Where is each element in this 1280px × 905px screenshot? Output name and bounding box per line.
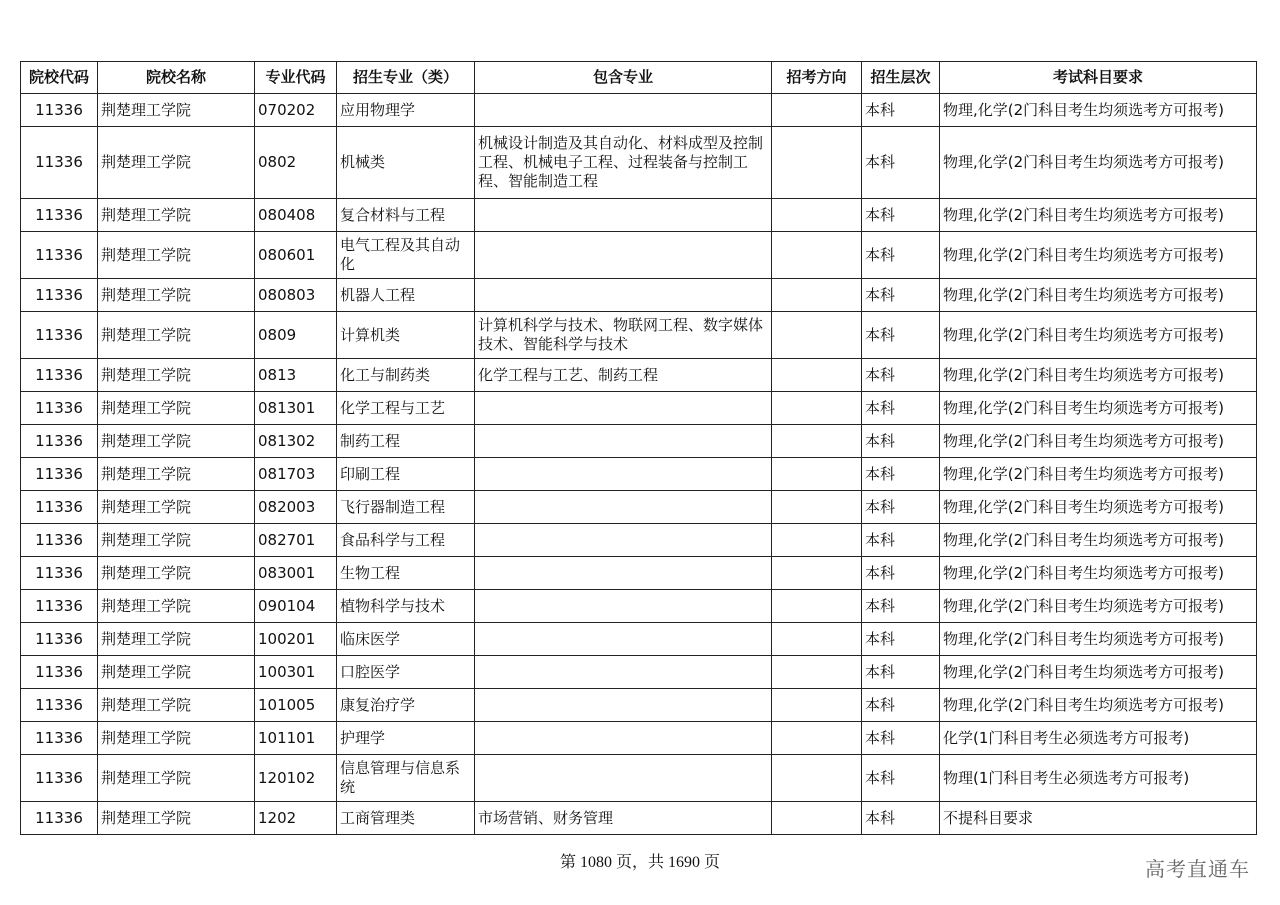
- cell-subject-requirement: 物理,化学(2门科目考生均须选考方可报考): [940, 689, 1257, 722]
- cell-school-code: 11336: [21, 232, 98, 279]
- cell-major-code: 090104: [255, 590, 337, 623]
- table-row: [21, 279, 1257, 312]
- cell-major-name: 机械类: [337, 127, 475, 199]
- header-school-code: 院校代码: [21, 62, 98, 94]
- header-major-name: 招生专业（类）: [337, 62, 475, 94]
- cell-level: 本科: [862, 491, 940, 524]
- cell-subject-requirement: 物理,化学(2门科目考生均须选考方可报考): [940, 656, 1257, 689]
- cell-school-name: 荆楚理工学院: [98, 312, 255, 359]
- cell-level: 本科: [862, 232, 940, 279]
- table-row: [21, 458, 1257, 491]
- cell-direction: [772, 491, 862, 524]
- cell-major-code: 082701: [255, 524, 337, 557]
- cell-school-code: 11336: [21, 623, 98, 656]
- cell-level: 本科: [862, 557, 940, 590]
- cell-school-name: 荆楚理工学院: [98, 491, 255, 524]
- cell-subject-requirement: 不提科目要求: [940, 802, 1257, 835]
- cell-subject-requirement: 物理,化学(2门科目考生均须选考方可报考): [940, 458, 1257, 491]
- cell-direction: [772, 232, 862, 279]
- cell-included-majors: [475, 722, 772, 755]
- cell-school-name: 荆楚理工学院: [98, 656, 255, 689]
- header-level: 招生层次: [862, 62, 940, 94]
- cell-school-code: 11336: [21, 755, 98, 802]
- cell-school-name: 荆楚理工学院: [98, 755, 255, 802]
- cell-direction: [772, 359, 862, 392]
- cell-subject-requirement: 物理(1门科目考生必须选考方可报考): [940, 755, 1257, 802]
- cell-major-name: 复合材料与工程: [337, 199, 475, 232]
- cell-school-code: 11336: [21, 557, 98, 590]
- cell-school-code: 11336: [21, 524, 98, 557]
- cell-direction: [772, 199, 862, 232]
- cell-school-name: 荆楚理工学院: [98, 689, 255, 722]
- cell-included-majors: [475, 557, 772, 590]
- cell-school-code: 11336: [21, 590, 98, 623]
- cell-school-name: 荆楚理工学院: [98, 458, 255, 491]
- page-number: 第 1080 页，共 1690 页: [559, 854, 720, 871]
- table-row: [21, 127, 1257, 199]
- cell-included-majors: [475, 199, 772, 232]
- cell-level: 本科: [862, 689, 940, 722]
- cell-school-code: 11336: [21, 279, 98, 312]
- header-subject-requirement: 考试科目要求: [940, 62, 1257, 94]
- header-school-name: 院校名称: [98, 62, 255, 94]
- cell-major-name: 口腔医学: [337, 656, 475, 689]
- header-row: [21, 62, 1257, 94]
- cell-direction: [772, 722, 862, 755]
- cell-major-code: 081302: [255, 425, 337, 458]
- cell-level: 本科: [862, 94, 940, 127]
- cell-major-code: 070202: [255, 94, 337, 127]
- cell-major-code: 1202: [255, 802, 337, 835]
- cell-major-code: 080601: [255, 232, 337, 279]
- admission-table: [20, 61, 1257, 835]
- table-row: [21, 232, 1257, 279]
- cell-included-majors: [475, 458, 772, 491]
- cell-level: 本科: [862, 722, 940, 755]
- cell-major-code: 101005: [255, 689, 337, 722]
- cell-subject-requirement: 化学(1门科目考生必须选考方可报考): [940, 722, 1257, 755]
- cell-school-name: 荆楚理工学院: [98, 802, 255, 835]
- cell-subject-requirement: 物理,化学(2门科目考生均须选考方可报考): [940, 279, 1257, 312]
- cell-major-code: 081703: [255, 458, 337, 491]
- cell-level: 本科: [862, 458, 940, 491]
- cell-major-name: 食品科学与工程: [337, 524, 475, 557]
- cell-major-name: 临床医学: [337, 623, 475, 656]
- cell-direction: [772, 524, 862, 557]
- cell-included-majors: 机械设计制造及其自动化、材料成型及控制工程、机械电子工程、过程装备与控制工程、智能制造工程: [475, 127, 772, 199]
- cell-subject-requirement: 物理,化学(2门科目考生均须选考方可报考): [940, 127, 1257, 199]
- cell-school-name: 荆楚理工学院: [98, 279, 255, 312]
- table-row: [21, 425, 1257, 458]
- cell-direction: [772, 94, 862, 127]
- cell-major-code: 0813: [255, 359, 337, 392]
- cell-included-majors: [475, 491, 772, 524]
- cell-level: 本科: [862, 524, 940, 557]
- cell-major-name: 计算机类: [337, 312, 475, 359]
- table-row: [21, 524, 1257, 557]
- cell-direction: [772, 755, 862, 802]
- cell-level: 本科: [862, 590, 940, 623]
- cell-major-name: 应用物理学: [337, 94, 475, 127]
- table-row: [21, 199, 1257, 232]
- cell-included-majors: [475, 755, 772, 802]
- table-row: [21, 722, 1257, 755]
- cell-major-name: 制药工程: [337, 425, 475, 458]
- cell-included-majors: [475, 689, 772, 722]
- cell-level: 本科: [862, 359, 940, 392]
- cell-major-name: 植物科学与技术: [337, 590, 475, 623]
- cell-direction: [772, 425, 862, 458]
- cell-subject-requirement: 物理,化学(2门科目考生均须选考方可报考): [940, 199, 1257, 232]
- cell-school-code: 11336: [21, 722, 98, 755]
- cell-major-name: 生物工程: [337, 557, 475, 590]
- cell-school-code: 11336: [21, 312, 98, 359]
- cell-level: 本科: [862, 755, 940, 802]
- table-row: [21, 94, 1257, 127]
- cell-subject-requirement: 物理,化学(2门科目考生均须选考方可报考): [940, 392, 1257, 425]
- cell-subject-requirement: 物理,化学(2门科目考生均须选考方可报考): [940, 491, 1257, 524]
- cell-school-code: 11336: [21, 127, 98, 199]
- table-row: [21, 755, 1257, 802]
- cell-level: 本科: [862, 392, 940, 425]
- cell-direction: [772, 127, 862, 199]
- cell-subject-requirement: 物理,化学(2门科目考生均须选考方可报考): [940, 312, 1257, 359]
- cell-subject-requirement: 物理,化学(2门科目考生均须选考方可报考): [940, 590, 1257, 623]
- cell-subject-requirement: 物理,化学(2门科目考生均须选考方可报考): [940, 232, 1257, 279]
- cell-school-name: 荆楚理工学院: [98, 392, 255, 425]
- cell-included-majors: [475, 232, 772, 279]
- cell-school-code: 11336: [21, 199, 98, 232]
- cell-direction: [772, 392, 862, 425]
- cell-major-code: 0802: [255, 127, 337, 199]
- cell-school-code: 11336: [21, 458, 98, 491]
- watermark: 高考直通车: [1145, 857, 1250, 881]
- cell-school-name: 荆楚理工学院: [98, 524, 255, 557]
- cell-major-code: 120102: [255, 755, 337, 802]
- cell-school-code: 11336: [21, 94, 98, 127]
- cell-major-code: 080803: [255, 279, 337, 312]
- header-direction: 招考方向: [772, 62, 862, 94]
- cell-direction: [772, 689, 862, 722]
- cell-major-code: 081301: [255, 392, 337, 425]
- cell-major-name: 康复治疗学: [337, 689, 475, 722]
- cell-school-code: 11336: [21, 425, 98, 458]
- table-row: [21, 359, 1257, 392]
- cell-level: 本科: [862, 802, 940, 835]
- cell-school-name: 荆楚理工学院: [98, 359, 255, 392]
- cell-major-code: 082003: [255, 491, 337, 524]
- cell-major-code: 080408: [255, 199, 337, 232]
- cell-level: 本科: [862, 279, 940, 312]
- cell-included-majors: [475, 524, 772, 557]
- cell-major-name: 印刷工程: [337, 458, 475, 491]
- cell-major-code: 0809: [255, 312, 337, 359]
- table-row: [21, 689, 1257, 722]
- cell-included-majors: [475, 392, 772, 425]
- cell-school-name: 荆楚理工学院: [98, 590, 255, 623]
- cell-direction: [772, 656, 862, 689]
- cell-school-name: 荆楚理工学院: [98, 232, 255, 279]
- cell-subject-requirement: 物理,化学(2门科目考生均须选考方可报考): [940, 524, 1257, 557]
- cell-included-majors: 市场营销、财务管理: [475, 802, 772, 835]
- cell-included-majors: [475, 590, 772, 623]
- header-major-code: 专业代码: [255, 62, 337, 94]
- cell-major-name: 化工与制药类: [337, 359, 475, 392]
- cell-major-name: 机器人工程: [337, 279, 475, 312]
- table-row: [21, 623, 1257, 656]
- cell-included-majors: [475, 623, 772, 656]
- cell-school-name: 荆楚理工学院: [98, 94, 255, 127]
- cell-subject-requirement: 物理,化学(2门科目考生均须选考方可报考): [940, 94, 1257, 127]
- cell-school-code: 11336: [21, 689, 98, 722]
- cell-school-name: 荆楚理工学院: [98, 557, 255, 590]
- cell-included-majors: 计算机科学与技术、物联网工程、数字媒体技术、智能科学与技术: [475, 312, 772, 359]
- cell-school-code: 11336: [21, 359, 98, 392]
- cell-level: 本科: [862, 312, 940, 359]
- cell-major-name: 飞行器制造工程: [337, 491, 475, 524]
- cell-school-code: 11336: [21, 491, 98, 524]
- cell-level: 本科: [862, 623, 940, 656]
- cell-major-code: 101101: [255, 722, 337, 755]
- table-row: [21, 392, 1257, 425]
- cell-major-name: 化学工程与工艺: [337, 392, 475, 425]
- table-row: [21, 557, 1257, 590]
- cell-included-majors: [475, 279, 772, 312]
- cell-level: 本科: [862, 127, 940, 199]
- cell-school-name: 荆楚理工学院: [98, 722, 255, 755]
- table-row: [21, 590, 1257, 623]
- header-included-majors: 包含专业: [475, 62, 772, 94]
- table-row: [21, 491, 1257, 524]
- cell-included-majors: [475, 94, 772, 127]
- cell-school-name: 荆楚理工学院: [98, 127, 255, 199]
- cell-subject-requirement: 物理,化学(2门科目考生均须选考方可报考): [940, 359, 1257, 392]
- cell-direction: [772, 279, 862, 312]
- cell-direction: [772, 623, 862, 656]
- cell-school-code: 11336: [21, 656, 98, 689]
- cell-school-name: 荆楚理工学院: [98, 199, 255, 232]
- cell-direction: [772, 458, 862, 491]
- cell-included-majors: 化学工程与工艺、制药工程: [475, 359, 772, 392]
- cell-school-code: 11336: [21, 802, 98, 835]
- cell-subject-requirement: 物理,化学(2门科目考生均须选考方可报考): [940, 623, 1257, 656]
- cell-direction: [772, 312, 862, 359]
- cell-direction: [772, 590, 862, 623]
- cell-major-code: 083001: [255, 557, 337, 590]
- cell-subject-requirement: 物理,化学(2门科目考生均须选考方可报考): [940, 425, 1257, 458]
- cell-level: 本科: [862, 425, 940, 458]
- cell-school-name: 荆楚理工学院: [98, 623, 255, 656]
- cell-direction: [772, 557, 862, 590]
- table-row: [21, 312, 1257, 359]
- cell-school-name: 荆楚理工学院: [98, 425, 255, 458]
- cell-major-code: 100201: [255, 623, 337, 656]
- cell-level: 本科: [862, 656, 940, 689]
- cell-major-name: 信息管理与信息系统: [337, 755, 475, 802]
- cell-school-code: 11336: [21, 392, 98, 425]
- cell-included-majors: [475, 425, 772, 458]
- cell-included-majors: [475, 656, 772, 689]
- table-row: [21, 656, 1257, 689]
- cell-major-code: 100301: [255, 656, 337, 689]
- cell-level: 本科: [862, 199, 940, 232]
- table-row: [21, 802, 1257, 835]
- cell-major-name: 护理学: [337, 722, 475, 755]
- cell-subject-requirement: 物理,化学(2门科目考生均须选考方可报考): [940, 557, 1257, 590]
- cell-major-name: 电气工程及其自动化: [337, 232, 475, 279]
- cell-major-name: 工商管理类: [337, 802, 475, 835]
- cell-direction: [772, 802, 862, 835]
